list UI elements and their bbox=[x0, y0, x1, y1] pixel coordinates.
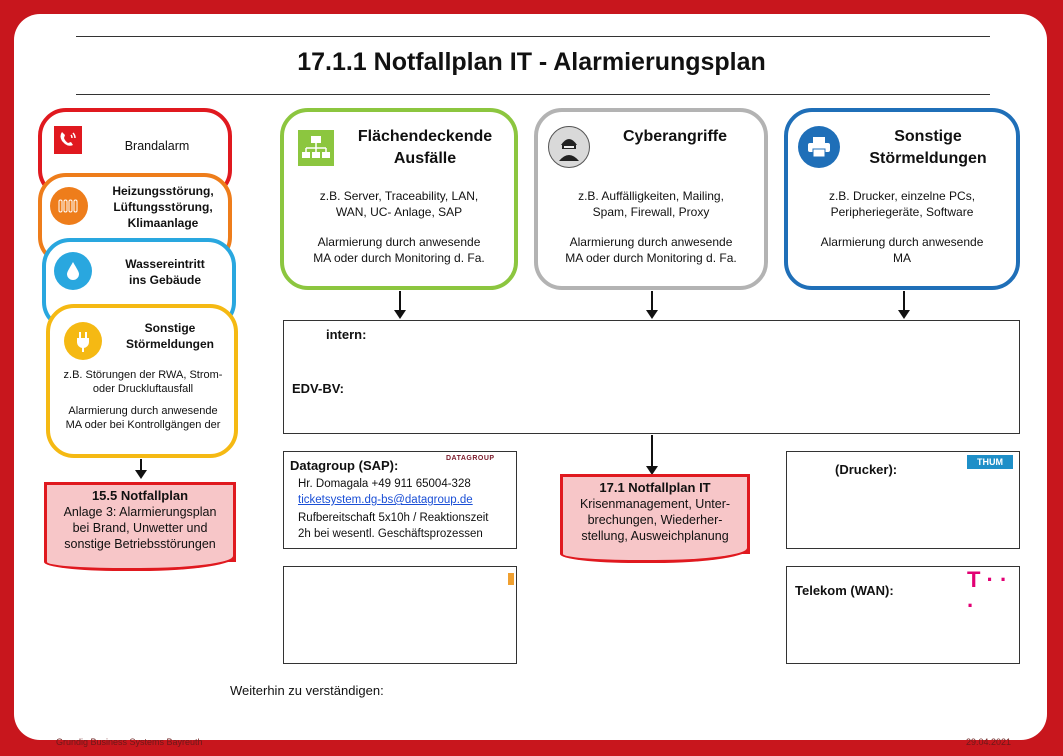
flaeche-title-2: Ausfälle bbox=[393, 150, 457, 167]
title-rule bbox=[76, 94, 990, 95]
flaeche-alarm-1: Alarmierung durch anwesende bbox=[317, 235, 481, 249]
card-cyber bbox=[534, 108, 768, 290]
plug-icon bbox=[64, 322, 102, 360]
network-icon bbox=[298, 130, 334, 166]
cyber-examples-2: Spam, Firewall, Proxy bbox=[592, 205, 710, 219]
card-flaechendeckend bbox=[280, 108, 518, 290]
flaeche-alarm-2: MA oder durch Monitoring d. Fa. bbox=[313, 251, 485, 265]
empty-contact-box bbox=[283, 566, 517, 664]
arrow-cyber bbox=[651, 291, 653, 317]
drucker-title: (Drucker): bbox=[835, 462, 898, 477]
cyber-alarm-1: Alarmierung durch anwesende bbox=[569, 235, 733, 249]
doc-notfallplan-155 bbox=[44, 482, 236, 562]
notfallplan-155-line-2: bei Brand, Unwetter und bbox=[72, 521, 208, 535]
sonstige-left-text-1: z.B. Störungen der RWA, Strom- bbox=[63, 369, 223, 381]
thum-logo: THUM bbox=[967, 455, 1013, 469]
sonstige-right-alarm-2: MA bbox=[893, 251, 911, 265]
intern-label: intern: bbox=[326, 327, 367, 342]
edv-label: EDV-BV: bbox=[292, 381, 345, 396]
sonstige-right-examples-2: Peripheriegeräte, Software bbox=[830, 205, 974, 219]
page-title: 17.1.1 Notfallplan IT - Alarmierungsplan bbox=[297, 48, 766, 76]
sonstige-left-title-2: Störmeldungen bbox=[125, 337, 214, 351]
sonstige-right-alarm-1: Alarmierung durch anwesende bbox=[820, 235, 984, 249]
sonstige-left-alarm-2: MA oder bei Kontrollgängen der bbox=[65, 419, 221, 431]
heizung-line-3: Klimaanlage bbox=[127, 216, 199, 230]
footer-company: Grundig Business Systems Bayreuth bbox=[56, 737, 203, 747]
flaeche-examples-1: z.B. Server, Traceability, LAN, bbox=[319, 189, 479, 203]
flaeche-title-1: Flächendeckende bbox=[357, 128, 493, 145]
arrow-sonstige bbox=[903, 291, 905, 317]
contact-box bbox=[283, 320, 1020, 434]
notfallplan-171-line-3: stellung, Ausweichplanung bbox=[581, 529, 729, 543]
datagroup-contact: Hr. Domagala +49 911 65004-328 bbox=[298, 478, 471, 490]
telekom-box bbox=[786, 566, 1020, 664]
fire-phone-icon bbox=[54, 126, 82, 154]
arrow-to-171 bbox=[651, 435, 653, 473]
heizung-line-1: Heizungsstörung, bbox=[112, 184, 214, 198]
sonstige-left-text-2: oder Druckluftausfall bbox=[92, 383, 194, 395]
printer-icon bbox=[798, 126, 840, 168]
datagroup-line-1: Rufbereitschaft 5x10h / Reaktionszeit bbox=[298, 512, 489, 524]
flaeche-examples-2: WAN, UC- Anlage, SAP bbox=[335, 205, 463, 219]
heizung-line-2: Lüftungsstörung, bbox=[113, 200, 213, 214]
top-rule bbox=[76, 36, 990, 37]
sonstige-right-title-2: Störmeldungen bbox=[869, 150, 987, 167]
telekom-title: Telekom (WAN): bbox=[795, 583, 894, 598]
arrow-left bbox=[140, 459, 142, 477]
arrow-flaeche bbox=[399, 291, 401, 317]
drucker-box bbox=[786, 451, 1020, 549]
datagroup-logo: DATAGROUP bbox=[446, 455, 495, 462]
sonstige-right-title-1: Sonstige bbox=[894, 128, 962, 145]
card-sonstige-left bbox=[46, 304, 238, 458]
notfallplan-171-title: 17.1 Notfallplan IT bbox=[599, 480, 711, 495]
datagroup-box bbox=[283, 451, 517, 549]
cyber-examples-1: z.B. Auffälligkeiten, Mailing, bbox=[578, 189, 724, 203]
cyber-title: Cyberangriffe bbox=[622, 128, 728, 145]
wasser-line-2: ins Gebäude bbox=[128, 273, 202, 287]
cyber-alarm-2: MA oder durch Monitoring d. Fa. bbox=[565, 251, 737, 265]
card-sonstige-right bbox=[784, 108, 1020, 290]
notfallplan-155-line-3: sonstige Betriebsstörungen bbox=[64, 537, 216, 551]
footer-date: 29.04.2021 bbox=[966, 737, 1012, 747]
hacker-icon bbox=[548, 126, 590, 168]
datagroup-email-link[interactable]: ticketsystem.dg-bs@datagroup.de bbox=[298, 494, 473, 506]
datagroup-title: Datagroup (SAP): bbox=[290, 458, 399, 473]
doc-notfallplan-171 bbox=[560, 474, 750, 554]
notfallplan-171-line-1: Krisenmanagement, Unter- bbox=[579, 497, 731, 511]
notfallplan-155-title: 15.5 Notfallplan bbox=[91, 488, 189, 503]
sonstige-right-examples-1: z.B. Drucker, einzelne PCs, bbox=[828, 189, 976, 203]
telekom-logo: T · · · bbox=[967, 567, 1008, 618]
sonstige-left-alarm-1: Alarmierung durch anwesende bbox=[68, 405, 218, 417]
notfallplan-155-line-1: Anlage 3: Alarmierungsplan bbox=[63, 505, 217, 519]
logo-fragment bbox=[508, 573, 514, 585]
wasser-line-1: Wassereintritt bbox=[125, 257, 205, 271]
sonstige-left-title-1: Sonstige bbox=[144, 321, 196, 335]
brandalarm-label: Brandalarm bbox=[124, 139, 190, 153]
radiator-icon bbox=[50, 187, 88, 225]
datagroup-line-2: 2h bei wesentl. Geschäftsprozessen bbox=[298, 528, 483, 540]
water-drop-icon bbox=[54, 252, 92, 290]
weiterhin-label: Weiterhin zu verständigen: bbox=[230, 683, 384, 698]
notfallplan-171-line-2: brechungen, Wiederher- bbox=[587, 513, 723, 527]
